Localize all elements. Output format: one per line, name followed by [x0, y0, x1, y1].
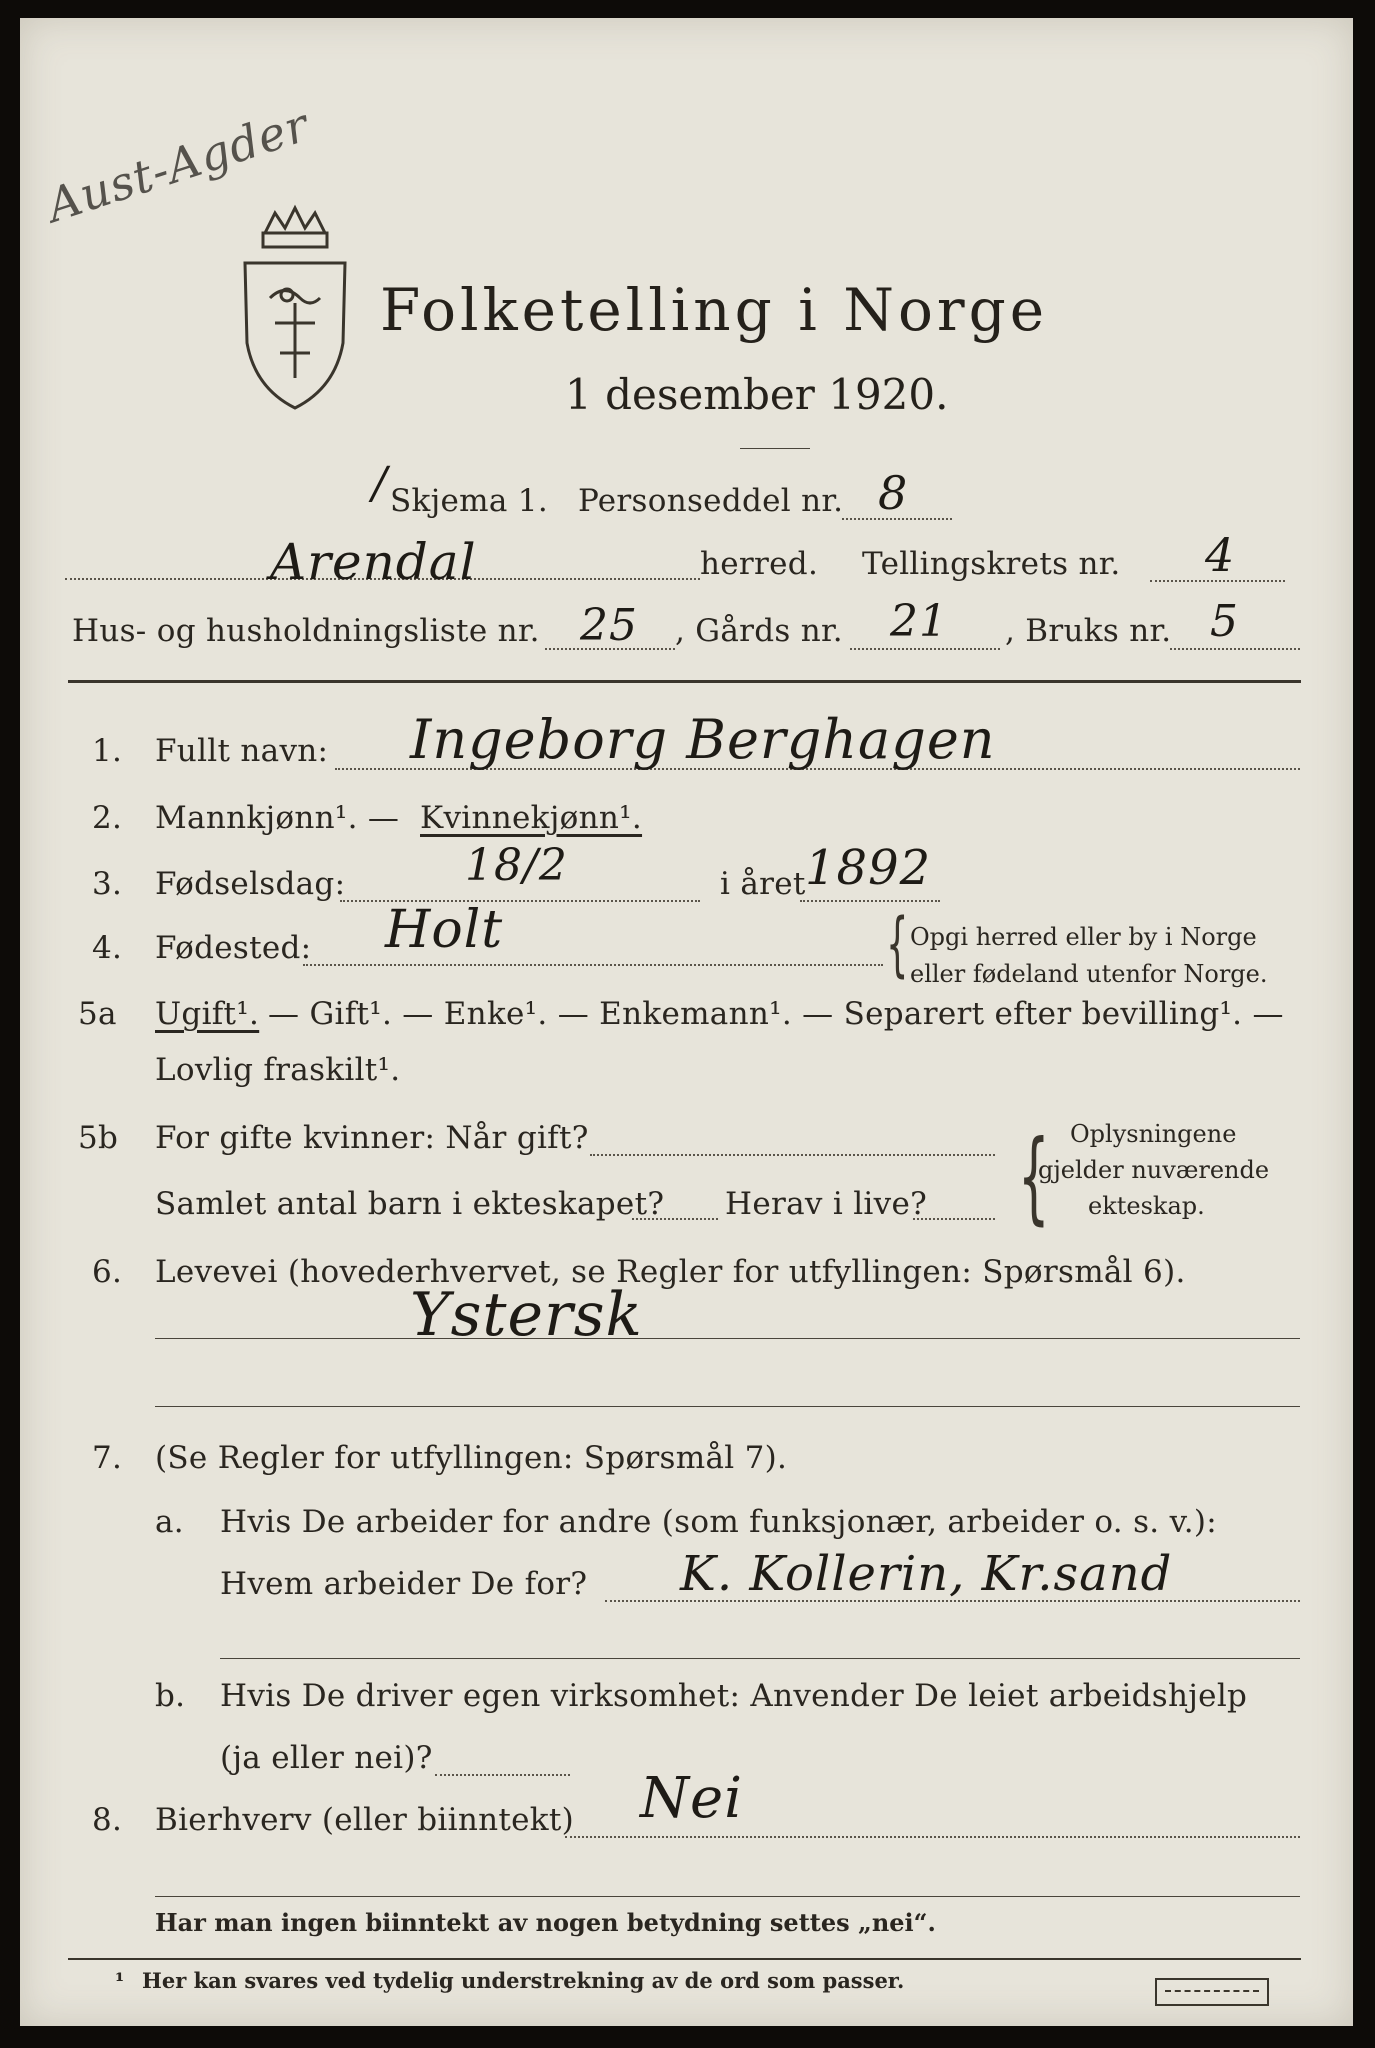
skjema-label: Skjema 1.	[390, 483, 548, 519]
title-divider	[740, 448, 810, 449]
q3-birth-year: 1892	[805, 840, 932, 896]
form-title: Folketelling i Norge	[380, 276, 1049, 344]
herred-label: herred.	[700, 546, 819, 582]
q4-brace: {	[886, 903, 909, 985]
q5a-line2: Lovlig fraskilt¹.	[155, 1052, 401, 1088]
q4-number: 4.	[92, 930, 123, 966]
q7b-text: Hvis De driver egen virksomhet: Anvender De leiet arbeidshjelp	[220, 1678, 1248, 1714]
personseddel-label: Personseddel nr.	[578, 483, 844, 519]
corner-handwritten-note: Aust-Agder	[40, 97, 316, 233]
gards-label: , Gårds nr.	[675, 613, 843, 649]
q7a-line2	[220, 1658, 1300, 1659]
herred-value: Arendal	[270, 533, 477, 591]
q7a-letter: a.	[155, 1504, 184, 1540]
tellingskrets-label: Tellingskrets nr.	[862, 546, 1121, 582]
q2-female-underlined: Kvinnekjønn¹.	[420, 800, 643, 836]
q1-label: Fullt navn:	[155, 733, 329, 769]
q2-number: 2.	[92, 800, 123, 836]
q8-line	[565, 1836, 1300, 1838]
footer-separator	[68, 1958, 1301, 1960]
q3-year-label: i året	[720, 866, 806, 902]
bruks-label: , Bruks nr.	[1005, 613, 1172, 649]
q6-label: Levevei (hovederhvervet, se Regler for utfyllingen: Spørsmål 6).	[155, 1254, 1186, 1290]
q7a-text: Hvis De arbeider for andre (som funksjonær, arbeider o. s. v.):	[220, 1504, 1218, 1540]
q5b-alive-line	[913, 1218, 995, 1220]
q7a-employer: K. Kollerin, Kr.sand	[680, 1546, 1173, 1602]
q5b-children-label: Samlet antal barn i ekteskapet?	[155, 1186, 665, 1222]
q8-line2	[155, 1896, 1300, 1897]
q5b-label: For gifte kvinner: Når gift?	[155, 1120, 589, 1156]
q4-line	[303, 964, 883, 966]
q6-line1	[155, 1338, 1300, 1339]
printer-stamp	[1155, 1978, 1269, 2006]
q5b-note-line3: ekteskap.	[1088, 1192, 1205, 1220]
q2-male: Mannkjønn¹. —	[155, 800, 400, 836]
q7b-question: (ja eller nei)?	[220, 1740, 433, 1776]
personseddel-value: 8	[878, 466, 909, 520]
skjema-check-mark: /	[372, 458, 388, 509]
q4-birthplace: Holt	[385, 900, 504, 960]
q4-label: Fødested:	[155, 930, 312, 966]
q6-occupation: Ystersk	[410, 1280, 643, 1350]
tellingskrets-value: 4	[1205, 528, 1236, 582]
form-date: 1 desember 1920.	[565, 370, 949, 419]
q5b-note-line1: Oplysningene	[1070, 1120, 1237, 1148]
q6-line2	[155, 1406, 1300, 1407]
q5b-married-line	[590, 1154, 995, 1156]
q5b-children-line	[632, 1218, 718, 1220]
footer-note: Har man ingen biinntekt av nogen betydning settes „nei“.	[155, 1908, 936, 1937]
q3-number: 3.	[92, 866, 123, 902]
q3-birthdate: 18/2	[465, 840, 568, 891]
census-form-page	[20, 18, 1353, 2026]
q5b-alive-label: Herav i live?	[725, 1186, 928, 1222]
q8-label: Bierhverv (eller biinntekt)	[155, 1802, 575, 1838]
norway-coat-of-arms-icon	[225, 203, 365, 418]
q7a-question: Hvem arbeider De for?	[220, 1566, 588, 1602]
q5a-ugift-underlined: Ugift¹.	[155, 996, 260, 1032]
q1-number: 1.	[92, 733, 123, 769]
bruks-line	[1170, 648, 1300, 650]
husholdningsliste-label: Hus- og husholdningsliste nr.	[72, 613, 540, 649]
q7-number: 7.	[92, 1440, 123, 1476]
q7b-line	[435, 1774, 570, 1776]
q4-note-line2: eller fødeland utenfor Norge.	[910, 960, 1268, 988]
q4-note-line1: Opgi herred eller by i Norge	[910, 923, 1257, 951]
q7b-letter: b.	[155, 1678, 186, 1714]
q5a-number: 5a	[78, 996, 117, 1032]
q5a-options: — Gift¹. — Enke¹. — Enkemann¹. — Separert efter bevilling¹. —	[268, 996, 1284, 1032]
q3-label: Fødselsdag:	[155, 866, 346, 902]
footnote-mark: ¹	[115, 1968, 125, 1993]
q5b-note-line2: gjelder nuværende	[1038, 1156, 1270, 1184]
q5b-number: 5b	[78, 1120, 119, 1156]
q3-year-line	[800, 900, 940, 902]
gards-value: 21	[890, 596, 948, 647]
husholdningsliste-value: 25	[580, 600, 638, 651]
gards-line	[850, 648, 1000, 650]
header-separator	[68, 680, 1301, 683]
q8-number: 8.	[92, 1802, 123, 1838]
q6-number: 6.	[92, 1254, 123, 1290]
q1-full-name: Ingeborg Berghagen	[410, 708, 996, 771]
bruks-value: 5	[1210, 596, 1239, 647]
q8-side-income: Nei	[640, 1766, 744, 1831]
q7-label: (Se Regler for utfyllingen: Spørsmål 7).	[155, 1440, 788, 1476]
footnote-text: Her kan svares ved tydelig understrekning av de ord som passer.	[142, 1968, 905, 1993]
q5b-brace: {	[1017, 1118, 1050, 1235]
